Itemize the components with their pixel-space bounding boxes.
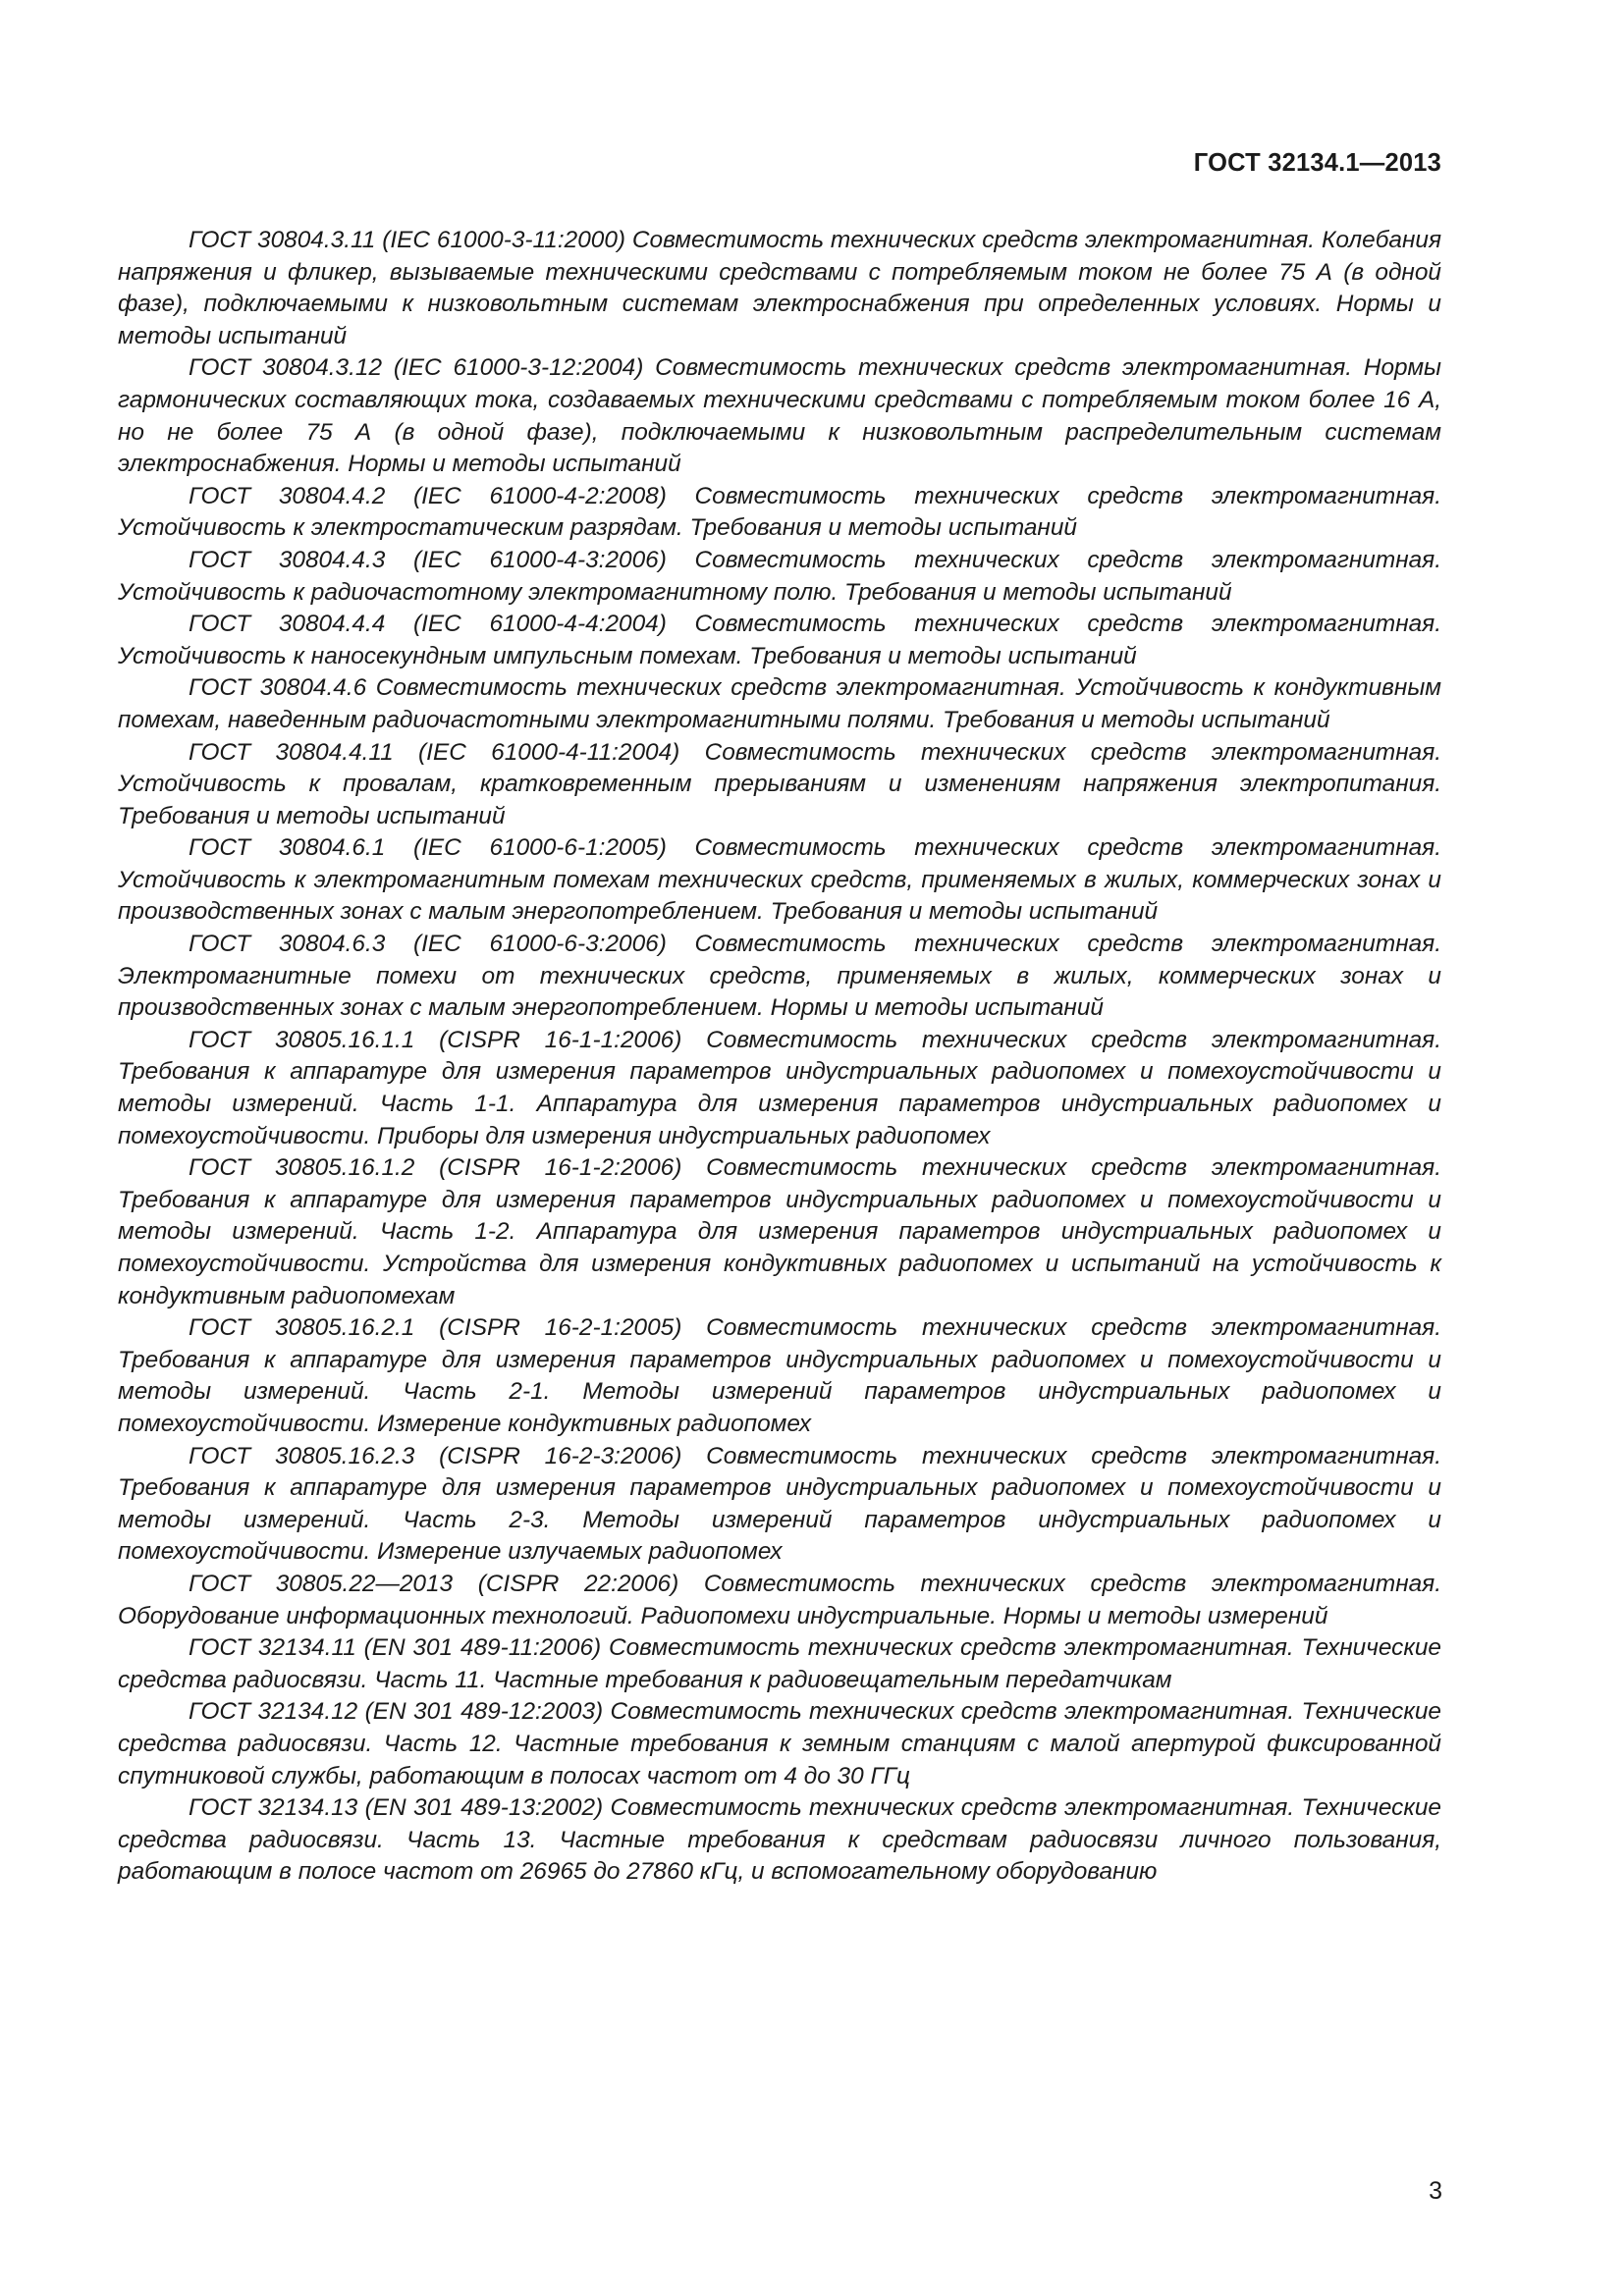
reference-entry: ГОСТ 30805.16.2.1 (CISPR 16-2-1:2005) Совместимость технических средств электромагнитная. Требования к аппаратуре для измерения параметров индустриальных радиопомех и помехоустойчивости и методы измерений. Часть 2-1. Методы измерений параметров индустриальных радиопомех и помехоустойчивости. Измерение кондуктивных радиопомех: [118, 1314, 1441, 1437]
reference-entry: ГОСТ 30804.6.1 (IEC 61000-6-1:2005) Совместимость технических средств электромагнитная. Устойчивость к электромагнитным помехам технических средств, применяемых в жилых, коммерческих зонах и производственных зонах с малым энергопотреблением. Требования и методы испытаний: [118, 834, 1441, 926]
reference-entry: ГОСТ 30804.4.6 Совместимость технических средств электромагнитная. Устойчивость к кондуктивным помехам, наведенным радиочастотными электромагнитными полями. Требования и методы испытаний: [118, 674, 1441, 733]
reference-entry: ГОСТ 30805.16.1.2 (CISPR 16-1-2:2006) Совместимость технических средств электромагнитная. Требования к аппаратуре для измерения параметров индустриальных радиопомех и помехоустойчивости и методы измерений. Часть 1-2. Аппаратура для измерения параметров индустриальных радиопомех и помехоустойчивости. Устройства для измерения кондуктивных радиопомех и испытаний на устойчивость к кондуктивным радиопомехам: [118, 1154, 1441, 1309]
reference-entry: ГОСТ 30805.16.1.1 (CISPR 16-1-1:2006) Совместимость технических средств электромагнитная. Требования к аппаратуре для измерения параметров индустриальных радиопомех и помехоустойчивости и методы измерений. Часть 1-1. Аппаратура для измерения параметров индустриальных радиопомех и помехоустойчивости. Приборы для измерения индустриальных радиопомех: [118, 1026, 1441, 1149]
reference-entry: ГОСТ 30804.3.11 (IEC 61000-3-11:2000) Совместимость технических средств электромагнитная. Колебания напряжения и фликер, вызываемые техническими средствами с потребляемым током не более 75 А (в одной фазе), подключаемыми к низковольтным системам электроснабжения при определенных условиях. Нормы и методы испытаний: [118, 227, 1441, 349]
page-number: 3: [1429, 2177, 1442, 2205]
reference-entry: ГОСТ 30804.4.11 (IEC 61000-4-11:2004) Совместимость технических средств электромагнитная. Устойчивость к провалам, кратковременным прерываниям и изменениям напряжения электропитания. Требования и методы испытаний: [118, 738, 1441, 829]
reference-entry: ГОСТ 30804.4.2 (IEC 61000-4-2:2008) Совместимость технических средств электромагнитная. Устойчивость к электростатическим разрядам. Требования и методы испытаний: [118, 482, 1441, 542]
reference-entry: ГОСТ 30804.4.4 (IEC 61000-4-4:2004) Совместимость технических средств электромагнитная. Устойчивость к наносекундным импульсным помехам. Требования и методы испытаний: [118, 611, 1441, 669]
reference-entry: ГОСТ 32134.12 (EN 301 489-12:2003) Совместимость технических средств электромагнитная. Технические средства радиосвязи. Часть 12. Частные требования к земным станциям с малой апертурой фиксированной спутниковой службы, работающим в полосах частот от 4 до 30 ГГц: [118, 1698, 1441, 1789]
reference-entry: ГОСТ 30804.6.3 (IEC 61000-6-3:2006) Совместимость технических средств электромагнитная. Электромагнитные помехи от технических средств, применяемых в жилых, коммерческих зонах и производственных зонах с малым энергопотреблением. Нормы и методы испытаний: [118, 931, 1441, 1022]
reference-entry: ГОСТ 30804.3.12 (IEC 61000-3-12:2004) Совместимость технических средств электромагнитная. Нормы гармонических составляющих тока, создаваемых техническими средствами с потребляемым током более 16 А, но не более 75 А (в одной фазе), подключаемыми к низковольтным распределительным системам электроснабжения. Нормы и методы испытаний: [118, 354, 1441, 478]
reference-entry: ГОСТ 32134.13 (EN 301 489-13:2002) Совместимость технических средств электромагнитная. Технические средства радиосвязи. Часть 13. Частные требования к средствам радиосвязи личного пользования, работающим в полосе частот от 26965 до 27860 кГц, и вспомогательному оборудованию: [118, 1794, 1441, 1886]
reference-entry: ГОСТ 30805.16.2.3 (CISPR 16-2-3:2006) Совместимость технических средств электромагнитная. Требования к аппаратуре для измерения параметров индустриальных радиопомех и помехоустойчивости и методы измерений. Часть 2-3. Методы измерений параметров индустриальных радиопомех и помехоустойчивости. Измерение излучаемых радиопомех: [118, 1442, 1441, 1566]
reference-entry: ГОСТ 30805.22—2013 (CISPR 22:2006) Совместимость технических средств электромагнитная. Оборудование информационных технологий. Радиопомехи индустриальные. Нормы и методы измерений: [118, 1570, 1441, 1629]
reference-entry: ГОСТ 30804.4.3 (IEC 61000-4-3:2006) Совместимость технических средств электромагнитная. Устойчивость к радиочастотному электромагнитному полю. Требования и методы испытаний: [118, 546, 1441, 606]
normative-references-list: [118, 225, 1441, 1889]
reference-entry: ГОСТ 32134.11 (EN 301 489-11:2006) Совместимость технических средств электромагнитная. Технические средства радиосвязи. Часть 11. Частные требования к радиовещательным передатчикам: [118, 1634, 1441, 1693]
document-header-standard-id: ГОСТ 32134.1—2013: [1193, 149, 1441, 177]
